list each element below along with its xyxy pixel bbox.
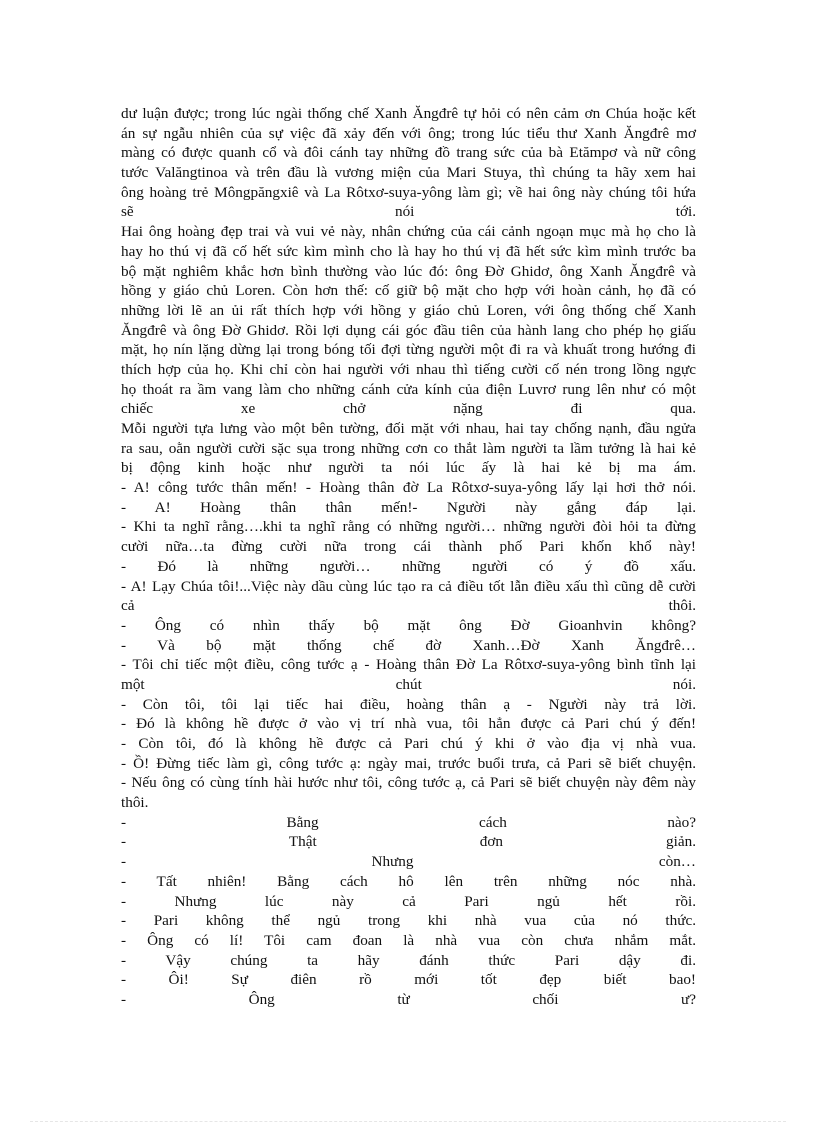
dialogue-line: thôi. (121, 794, 149, 812)
text-line: bị động kinh hoặc như người ta nói lúc ấy là hai kẻ bị ma ám. (121, 459, 696, 477)
text-line: hay ho thú vị đã cố hết sức kìm mình cho là hay ho thú vị đã hết sức kìm mình trước ba (121, 242, 696, 260)
text-line: ông hoàng trẻ Môngpăngxiê và La Rôtxơ-suya-yông làm gì; về hai ông này chúng tôi hứa (121, 183, 696, 201)
page-bottom-divider (30, 1121, 786, 1122)
dialogue-line: - Nhưng lúc này cả Pari ngủ hết rồi. (121, 892, 696, 910)
dialogue-line: cười nữa…ta đừng cười nữa trong cái thành phố Pari khốn khổ này! (121, 538, 696, 556)
text-line: mặt, họ nín lặng dừng lại trong bóng tối đợi từng người một đi ra và khuất trong hướng đi (121, 341, 696, 359)
dialogue-line: - Đó là không hề được ở vào vị trí nhà vua, tôi hẳn được cả Pari chú ý đến! (121, 715, 696, 733)
text-line: sẽ nói tới. (121, 203, 696, 221)
dialogue-line: - Tất nhiên! Bằng cách hô lên trên những nóc nhà. (121, 872, 696, 890)
dialogue-line: - A! công tước thân mến! - Hoàng thân đờ La Rôtxơ-suya-yông lấy lại hơi thở nói. (121, 479, 696, 497)
dialogue-line: - Pari không thể ngủ trong khi nhà vua của nó thức. (121, 912, 696, 930)
dialogue-line: - Và bộ mặt thống chế đờ Xanh…Đờ Xanh Ăngđrê… (121, 636, 696, 654)
dialogue-line: - A! Hoàng thân thân mến!- Người này gắng đáp lại. (121, 498, 696, 516)
text-line: Hai ông hoàng đẹp trai và vui vẻ này, nhân chứng của cái cảnh ngoạn mục mà họ cho là (121, 223, 696, 241)
text-line: Mỗi người tựa lưng vào một bên tường, đối mặt với nhau, hai tay chống nạnh, đầu ngửa (121, 420, 696, 437)
text-line: những lời lẽ an ủi rất thích hợp với hồng y giáo chủ Loren, với ông thống chế Xanh (121, 301, 696, 319)
text-line: ra sau, oằn người cười sặc sụa trong những cơn co thắt làm người ta lầm tưởng là hai kẻ (121, 439, 696, 457)
text-line: tước Valăngtinoa và trên đầu là vương miện của Mari Stuya, thì chúng ta hãy xem hai (121, 164, 696, 182)
dialogue-line: - Bằng cách nào? (121, 813, 696, 831)
text-line: hồng y giáo chủ Loren. Còn hơn thế: cố giữ bộ mặt cho hợp với hoàn cảnh, họ đã có (121, 282, 696, 300)
dialogue-line: - A! Lạy Chúa tôi!...Việc này dầu cùng lúc tạo ra cả điều tốt lẫn điều xấu thì cũng dễ cười (121, 577, 696, 595)
text-line: thích hợp của họ. Khi chỉ còn hai người với nhau thì tiếng cười cố nén trong lồng ngực (121, 360, 696, 378)
dialogue-line: - Ông có lí! Tôi cam đoan là nhà vua còn chưa nhắm mắt. (121, 931, 696, 949)
text-line: Ăngđrê và ông Đờ Ghidơ. Rồi lợi dụng cái góc đầu tiên của hành lang cho phép họ giấu (121, 321, 696, 339)
dialogue-line: - Đó là những người… những người có ý đồ xấu. (121, 557, 696, 575)
text-line: dư luận được; trong lúc ngài thống chế Xanh Ăngđrê tự hỏi có nên cảm ơn Chúa hoặc kết (121, 105, 696, 122)
dialogue-line: - Thật đơn giản. (121, 833, 696, 851)
dialogue-line: - Nhưng còn… (121, 853, 696, 871)
dialogue-line: - Nếu ông có cùng tính hài hước như tôi, công tước ạ, cả Pari sẽ biết chuyện này đêm này (121, 774, 696, 792)
dialogue-line: - Ông từ chối ư? (121, 990, 696, 1008)
dialogue-line: - Tôi chỉ tiếc một điều, công tước ạ - Hoàng thân Đờ La Rôtxơ-suya-yông bình tĩnh lại (121, 656, 696, 674)
text-line: họ thoát ra ầm vang làm cho những cánh cửa kính của điện Luvrơ rung lên như có một (121, 380, 696, 398)
dialogue-line: một chút nói. (121, 675, 696, 693)
dialogue-line: - Ồ! Đừng tiếc làm gì, công tước ạ: ngày mai, trước buổi trưa, cả Pari sẽ biết chuyện. (121, 754, 696, 772)
dialogue-line: - Ôi! Sự điên rồ mới tốt đẹp biết bao! (121, 971, 696, 989)
text-line: chiếc xe chở nặng đi qua. (121, 400, 696, 418)
dialogue-line: - Khi ta nghĩ rằng….khi ta nghĩ rằng có những người… những người đòi hỏi ta đừng (121, 518, 696, 536)
text-line: án sự ngẫu nhiên của sự việc đã xảy đến với ông; trong lúc tiểu thư Xanh Ăngđrê mơ (121, 124, 696, 142)
dialogue-line: - Còn tôi, đó là không hề được cả Pari chú ý khi ở vào địa vị nhà vua. (121, 735, 696, 752)
text-line: màng có được quanh cổ và đôi cánh tay những đồ trang sức của bà Etămpơ và nữ công (121, 144, 696, 162)
dialogue-line: - Ông có nhìn thấy bộ mặt ông Đờ Gioanhvin không? (121, 616, 696, 634)
dialogue-line: - Còn tôi, tôi lại tiếc hai điều, hoàng thân ạ - Người này trả lời. (121, 695, 696, 713)
dialogue-line: cả thôi. (121, 597, 696, 615)
document-body (121, 104, 696, 1010)
text-line: bộ mặt nghiêm khắc hơn bình thường vào lúc đó: ông Đờ Ghidơ, ông Xanh Ăngđrê và (121, 262, 696, 280)
dialogue-line: - Vậy chúng ta hãy đánh thức Pari dậy đi. (121, 951, 696, 969)
